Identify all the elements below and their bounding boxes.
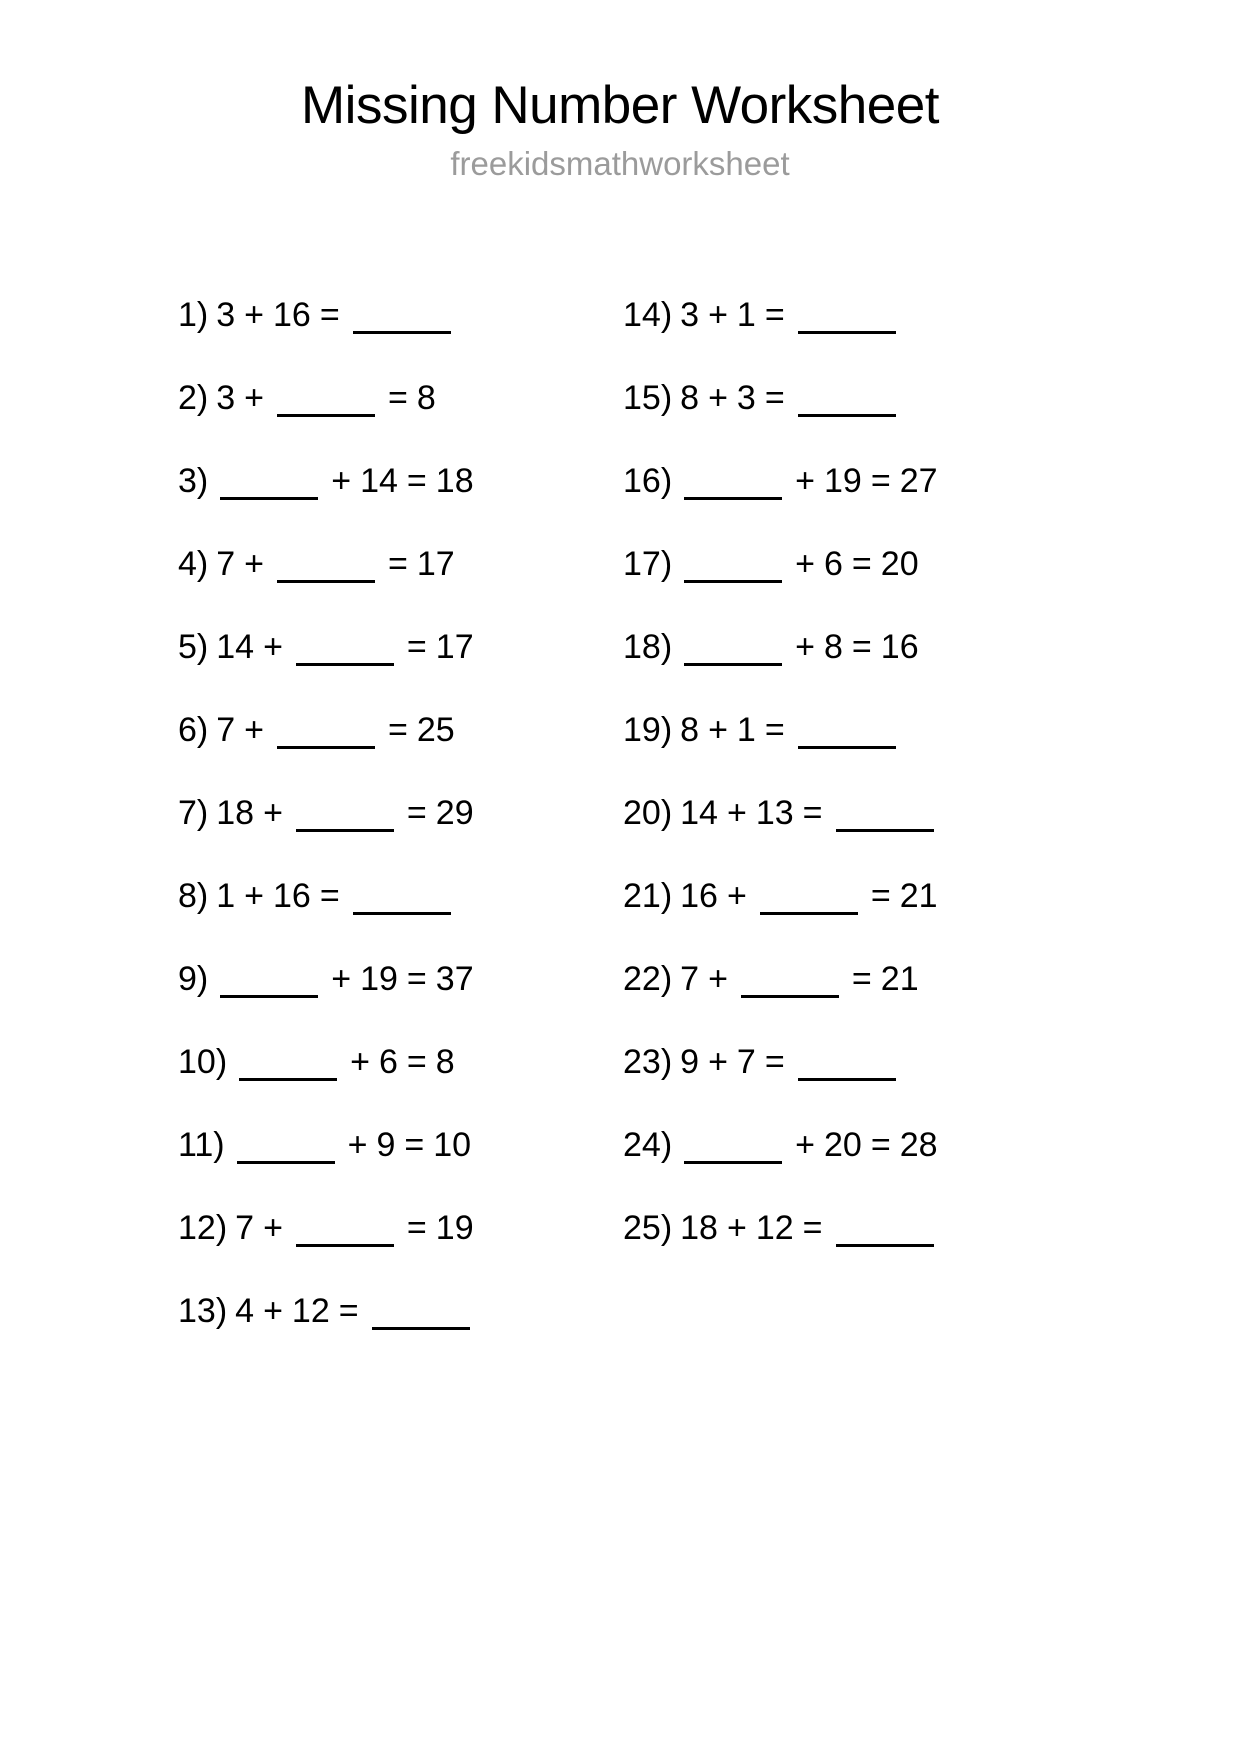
problem-expression (623, 796, 938, 832)
sum-value: 21 (880, 960, 919, 998)
problem-expression (623, 1211, 938, 1247)
plus-operator: + (795, 628, 815, 666)
operand-a: 8 (680, 379, 700, 417)
problem-row (178, 794, 474, 879)
problem-number: 22) (623, 960, 673, 998)
problem-expression (178, 713, 455, 749)
problem-row (178, 298, 445, 381)
problem-expression (623, 713, 900, 749)
problem-expression (178, 1211, 474, 1247)
plus-operator: + (263, 1209, 283, 1247)
equals-operator: = (404, 1126, 425, 1164)
equals-operator: = (764, 379, 785, 417)
sum-value: 37 (435, 960, 474, 998)
equals-operator: = (319, 877, 340, 915)
problem-number: 5) (178, 628, 209, 666)
left-column (0, 296, 474, 1377)
answer-blank[interactable] (220, 965, 318, 998)
answer-blank[interactable] (277, 384, 375, 417)
answer-blank[interactable] (741, 965, 839, 998)
sum-value: 17 (435, 628, 474, 666)
problem-expression (623, 1128, 938, 1164)
sum-value: 29 (435, 794, 474, 832)
sum-value: 17 (416, 545, 455, 583)
problem-row (623, 962, 965, 1045)
sum-value: 28 (899, 1126, 938, 1164)
plus-operator: + (708, 379, 728, 417)
answer-blank[interactable] (296, 633, 394, 666)
problem-row (178, 711, 455, 796)
problem-number: 7) (178, 794, 209, 832)
plus-operator: + (331, 960, 352, 998)
answer-blank[interactable] (220, 467, 318, 500)
operand-b: 1 (736, 711, 756, 749)
operand-a: 8 (680, 711, 700, 749)
sum-value: 27 (899, 462, 938, 500)
operand-a: 7 (235, 1209, 255, 1247)
problem-number: 6) (178, 711, 209, 749)
plus-operator: + (795, 462, 815, 500)
plus-operator: + (263, 794, 283, 832)
answer-blank[interactable] (237, 1131, 335, 1164)
operand-b: 6 (824, 545, 843, 583)
problem-row (178, 545, 455, 630)
problem-expression (623, 1045, 900, 1081)
worksheet-header (0, 0, 1240, 182)
equals-operator: = (388, 711, 408, 749)
problem-expression (178, 1045, 455, 1081)
problem-row (178, 462, 474, 547)
operand-a: 3 (680, 296, 700, 334)
problem-row (623, 630, 965, 713)
problem-row (623, 1045, 965, 1128)
problem-row (623, 547, 965, 630)
problem-row (623, 381, 965, 464)
operand-a: 14 (216, 628, 255, 666)
problem-number: 3) (178, 462, 209, 500)
operand-a: 7 (216, 545, 236, 583)
equals-operator: = (764, 711, 785, 749)
operand-b: 1 (736, 296, 756, 334)
equals-operator: = (802, 794, 823, 832)
page-subtitle: freekidsmathworksheet (450, 144, 790, 182)
operand-b: 16 (273, 296, 311, 334)
problem-row (623, 796, 965, 879)
sum-value: 16 (880, 628, 919, 666)
answer-blank[interactable] (798, 384, 896, 417)
answer-blank[interactable] (684, 550, 782, 583)
answer-blank[interactable] (684, 467, 782, 500)
problem-number: 20) (623, 794, 673, 832)
operand-a: 7 (216, 711, 236, 749)
problem-expression (623, 879, 938, 915)
problem-row (623, 879, 965, 962)
problem-row (623, 713, 965, 796)
plus-operator: + (263, 628, 283, 666)
equals-operator: = (851, 628, 872, 666)
equals-operator: = (406, 628, 427, 666)
problem-row (178, 381, 445, 464)
problem-number: 14) (623, 296, 673, 334)
answer-blank[interactable] (239, 1048, 337, 1081)
sum-value: 8 (435, 1043, 455, 1081)
problem-row (178, 960, 474, 1045)
operand-a: 9 (680, 1043, 700, 1081)
problem-row (178, 879, 445, 962)
equals-operator: = (851, 545, 872, 583)
operand-b: 3 (736, 379, 756, 417)
problem-expression (178, 796, 474, 832)
problem-expression (178, 1294, 474, 1330)
operand-b: 19 (824, 462, 862, 500)
operand-a: 18 (216, 794, 255, 832)
equals-operator: = (319, 296, 340, 334)
plus-operator: + (726, 877, 747, 915)
equals-operator: = (406, 794, 427, 832)
problem-row (178, 1126, 472, 1211)
operand-b: 19 (360, 960, 398, 998)
operand-a: 3 (216, 379, 236, 417)
plus-operator: + (244, 379, 265, 417)
operand-a: 1 (216, 877, 236, 915)
plus-operator: + (708, 1043, 728, 1081)
problem-number: 16) (623, 462, 673, 500)
problem-expression (178, 1128, 471, 1164)
operand-a: 7 (680, 960, 700, 998)
problem-row (623, 1128, 965, 1211)
problem-expression (623, 962, 919, 998)
problem-number: 17) (623, 545, 673, 583)
problem-number: 9) (178, 960, 209, 998)
operand-a: 4 (235, 1292, 255, 1330)
sum-value: 8 (416, 379, 436, 417)
problem-row (623, 298, 965, 381)
plus-operator: + (244, 877, 265, 915)
plus-operator: + (726, 1209, 747, 1247)
problem-expression (178, 630, 474, 666)
equals-operator: = (406, 1209, 427, 1247)
operand-b: 12 (755, 1209, 794, 1247)
equals-operator: = (388, 545, 408, 583)
plus-operator: + (331, 462, 352, 500)
equals-operator: = (870, 877, 891, 915)
plus-operator: + (263, 1292, 283, 1330)
answer-blank[interactable] (684, 633, 782, 666)
problem-expression (623, 464, 938, 500)
answer-blank[interactable] (836, 1214, 934, 1247)
problem-row (623, 1211, 965, 1294)
problem-expression (178, 298, 455, 334)
answer-blank[interactable] (760, 882, 858, 915)
problem-list (0, 298, 1240, 1377)
equals-operator: = (870, 462, 891, 500)
problem-number: 8) (178, 877, 209, 915)
operand-b: 13 (755, 794, 794, 832)
problem-expression (623, 547, 919, 583)
operand-b: 14 (360, 462, 398, 500)
problem-number: 19) (623, 711, 673, 749)
answer-blank[interactable] (277, 550, 375, 583)
sum-value: 25 (416, 711, 455, 749)
problem-number: 25) (623, 1209, 673, 1247)
problem-expression (178, 879, 455, 915)
problem-expression (178, 464, 474, 500)
answer-blank[interactable] (353, 882, 451, 915)
problem-number: 23) (623, 1043, 673, 1081)
problem-expression (178, 547, 455, 583)
problem-row (178, 1043, 455, 1128)
plus-operator: + (726, 794, 747, 832)
equals-operator: = (406, 462, 427, 500)
equals-operator: = (802, 1209, 823, 1247)
answer-blank[interactable] (353, 301, 451, 334)
answer-blank[interactable] (277, 716, 375, 749)
problem-expression (178, 381, 436, 417)
operand-b: 7 (736, 1043, 756, 1081)
equals-operator: = (764, 296, 785, 334)
plus-operator: + (244, 545, 265, 583)
plus-operator: + (708, 296, 728, 334)
operand-b: 8 (824, 628, 843, 666)
problem-row (623, 464, 965, 547)
plus-operator: + (244, 296, 265, 334)
problem-number: 1) (178, 296, 209, 334)
problem-number: 21) (623, 877, 673, 915)
operand-b: 16 (273, 877, 311, 915)
equals-operator: = (338, 1292, 359, 1330)
problem-number: 11) (178, 1126, 225, 1164)
operand-a: 3 (216, 296, 236, 334)
equals-operator: = (406, 1043, 427, 1081)
equals-operator: = (870, 1126, 891, 1164)
problem-number: 15) (623, 379, 673, 417)
problem-number: 10) (178, 1043, 228, 1081)
equals-operator: = (388, 379, 408, 417)
problem-number: 13) (178, 1292, 228, 1330)
sum-value: 21 (899, 877, 938, 915)
answer-blank[interactable] (798, 1048, 896, 1081)
operand-b: 9 (376, 1126, 396, 1164)
operand-a: 18 (680, 1209, 718, 1247)
problem-row (178, 1294, 445, 1377)
sum-value: 20 (880, 545, 919, 583)
problem-row (178, 628, 474, 713)
answer-blank[interactable] (684, 1131, 782, 1164)
right-column (445, 298, 965, 1377)
answer-blank[interactable] (836, 799, 934, 832)
operand-a: 16 (680, 877, 718, 915)
problem-row (178, 1209, 474, 1294)
page-title: Missing Number Worksheet (301, 76, 939, 135)
plus-operator: + (350, 1043, 370, 1081)
problem-number: 2) (178, 379, 209, 417)
answer-blank[interactable] (798, 716, 896, 749)
problem-number: 4) (178, 545, 209, 583)
answer-blank[interactable] (798, 301, 896, 334)
problem-expression (623, 381, 900, 417)
equals-operator: = (851, 960, 872, 998)
equals-operator: = (406, 960, 427, 998)
answer-blank[interactable] (296, 799, 394, 832)
problem-number: 18) (623, 628, 673, 666)
answer-blank[interactable] (296, 1214, 394, 1247)
sum-value: 18 (435, 462, 474, 500)
problem-number: 24) (623, 1126, 673, 1164)
problem-number: 12) (178, 1209, 228, 1247)
plus-operator: + (795, 1126, 815, 1164)
plus-operator: + (795, 545, 815, 583)
operand-a: 14 (680, 794, 718, 832)
problem-expression (623, 630, 919, 666)
sum-value: 19 (435, 1209, 474, 1247)
operand-b: 6 (379, 1043, 398, 1081)
plus-operator: + (708, 960, 728, 998)
problem-expression (623, 298, 900, 334)
equals-operator: = (764, 1043, 785, 1081)
problem-expression (178, 962, 474, 998)
plus-operator: + (244, 711, 265, 749)
plus-operator: + (347, 1126, 368, 1164)
operand-b: 20 (824, 1126, 862, 1164)
operand-b: 12 (291, 1292, 330, 1330)
plus-operator: + (708, 711, 728, 749)
sum-value: 10 (433, 1126, 472, 1164)
